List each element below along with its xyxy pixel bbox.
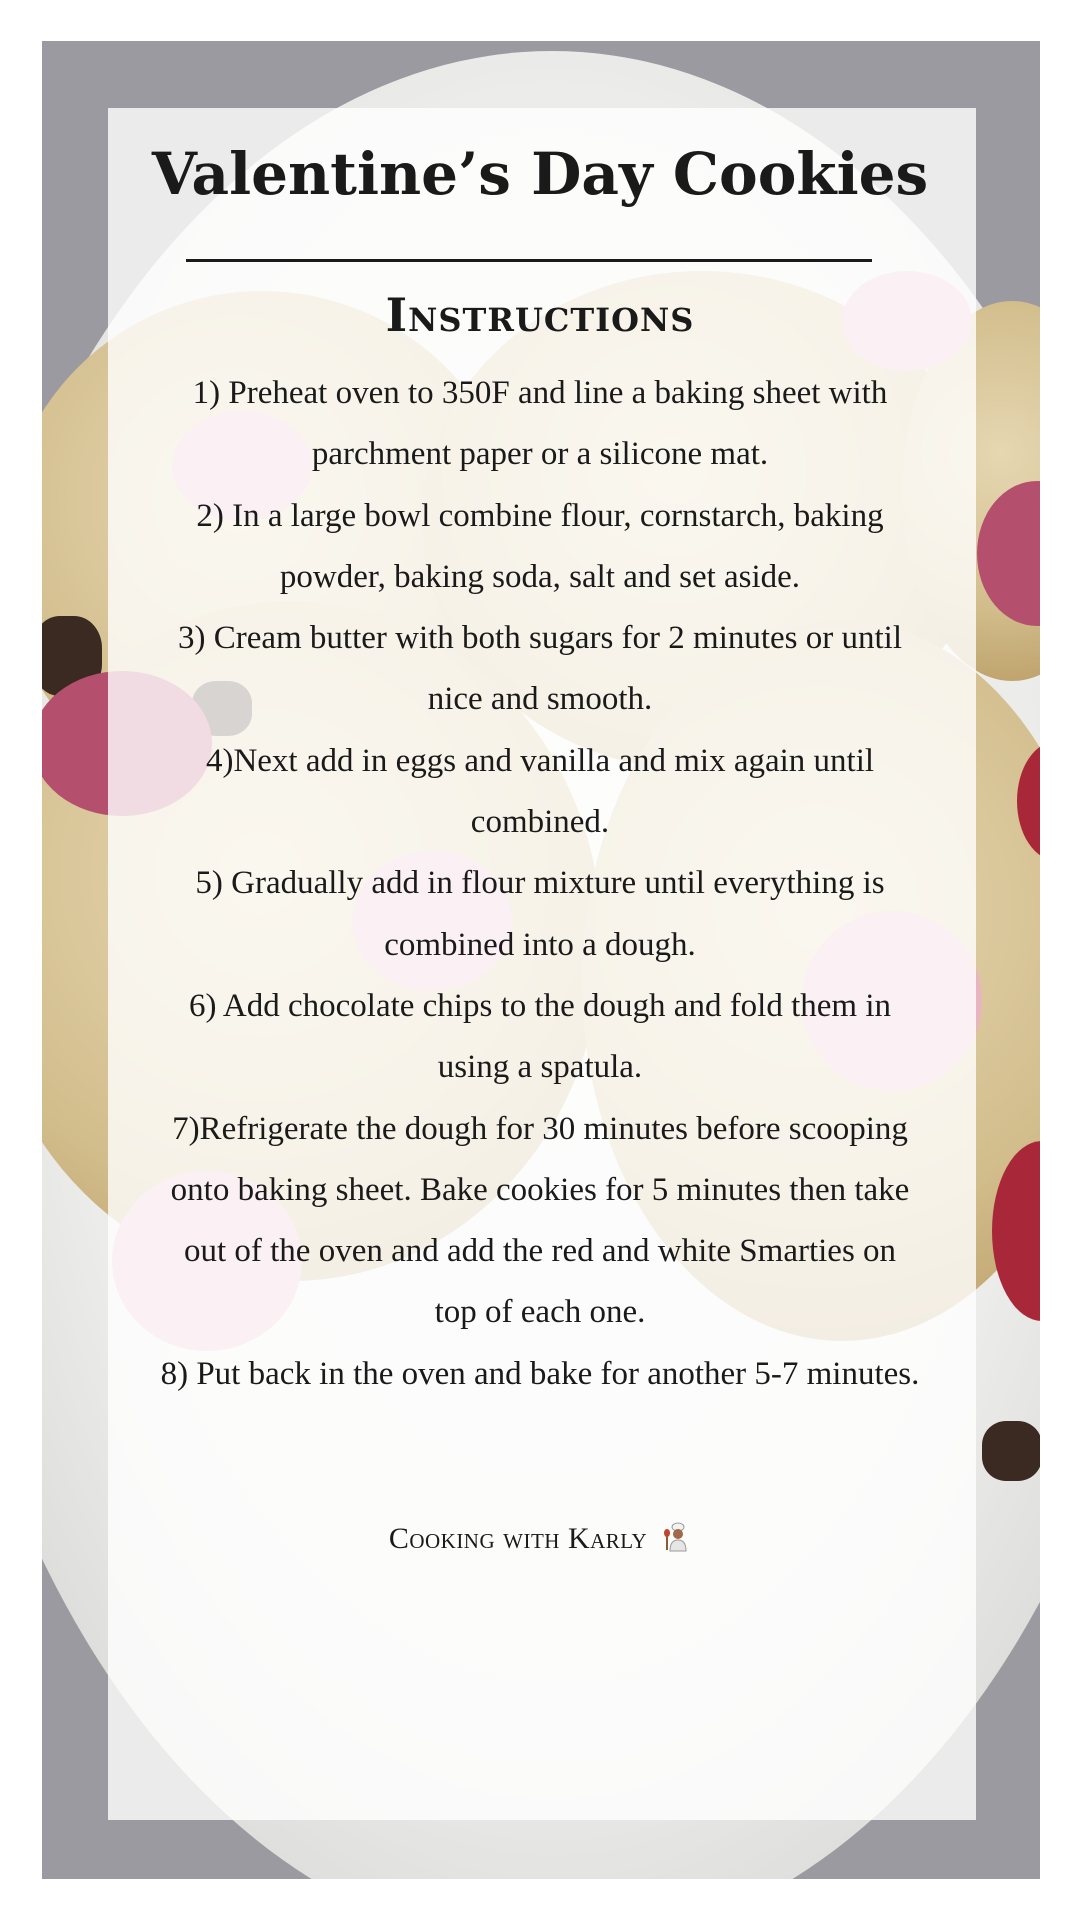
instruction-steps bbox=[160, 363, 920, 1405]
instructions-heading: Instructions bbox=[385, 288, 695, 342]
chocolate-chip bbox=[982, 1421, 1040, 1481]
title-divider bbox=[186, 259, 872, 262]
recipe-title: Valentine’s Day Cookies bbox=[151, 140, 929, 208]
instruction-step: 3) Cream butter with both sugars for 2 minutes or until nice and smooth. bbox=[177, 620, 903, 718]
instruction-step: 1) Preheat oven to 350F and line a baking sheet with parchment paper or a silicone mat. bbox=[192, 375, 888, 473]
instruction-step: 5) Gradually add in flour mixture until everything is combined into a dough. bbox=[195, 865, 885, 963]
instruction-step: 4)Next add in eggs and vanilla and mix again until combined. bbox=[205, 742, 875, 841]
instruction-step: 8) Put back in the oven and bake for another 5-7 minutes. bbox=[160, 1355, 920, 1392]
author-signature bbox=[0, 1522, 1080, 1556]
instruction-step: 2) In a large bowl combine flour, cornstarch, baking powder, baking soda, salt and set aside. bbox=[196, 497, 884, 595]
chef-icon bbox=[661, 1522, 691, 1552]
instruction-step: 6) Add chocolate chips to the dough and fold them in using a spatula. bbox=[188, 987, 892, 1086]
instruction-step: 7)Refrigerate the dough for 30 minutes before scooping onto baking sheet. Bake cookies for 5 minutes then take out of the oven and add the red and white Smarties on top of each one. bbox=[170, 1110, 910, 1331]
signature-text: Cooking with Karly bbox=[388, 1522, 648, 1555]
